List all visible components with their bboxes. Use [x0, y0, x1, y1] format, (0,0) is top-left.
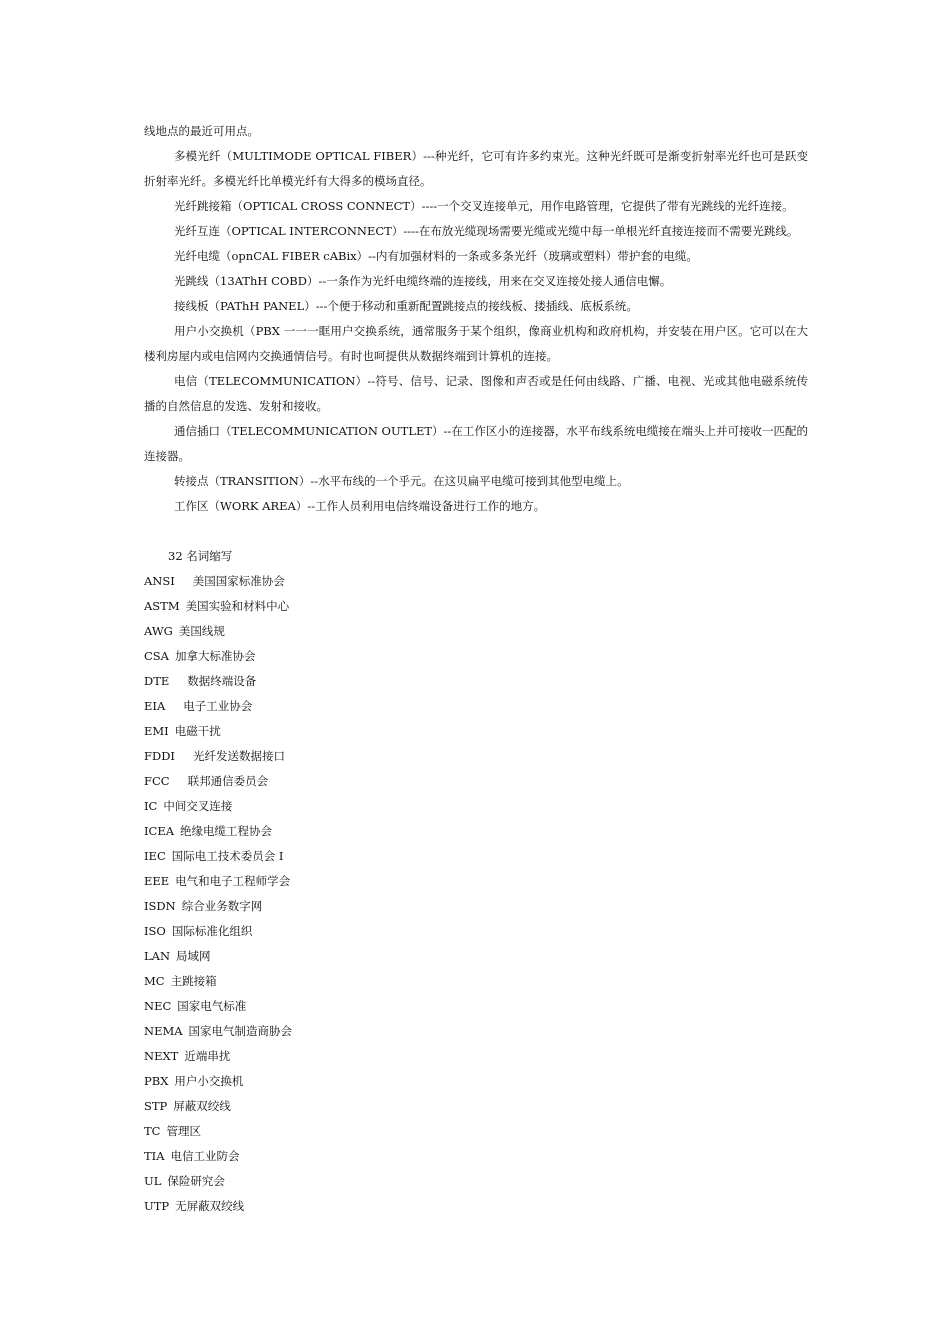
abbreviation-code: EMI [144, 724, 169, 738]
abbreviation-row [144, 1069, 808, 1094]
abbreviation-meaning: 数据终端设备 [187, 674, 257, 688]
abbreviation-code: ICEA [144, 824, 175, 838]
abbreviation-meaning: 电气和电子工程师学会 [175, 874, 291, 888]
abbreviation-row [144, 669, 808, 694]
abbreviation-meaning: 联邦通信委员会 [187, 774, 269, 788]
section-spacer [144, 519, 808, 544]
abbreviation-row [144, 869, 808, 894]
abbreviation-row [144, 1019, 808, 1044]
abbreviation-row [144, 969, 808, 994]
definition-paragraph: 线地点的最近可用点。 [144, 124, 259, 138]
abbreviation-meaning: 中间交叉连接 [163, 799, 233, 813]
abbreviation-row [144, 694, 808, 719]
abbreviation-meaning: 局域网 [176, 949, 211, 963]
abbreviation-row [144, 844, 808, 869]
definition-paragraph: 用户小交换机（PBX 一一一眶用户交换系统，通常服务于某个组织，像商业机构和政府机构，并安装在用户区。它可以在大楼利房屋内或电信网内交换通情信号。有时也呵提供从数据终端到计算机的连接。 [144, 324, 808, 363]
abbreviation-code: TC [144, 1124, 161, 1138]
abbreviation-code: CSA [144, 649, 169, 663]
abbreviation-meaning: 绝缘电缆工程协会 [180, 824, 273, 838]
abbreviation-code: NEXT [144, 1049, 179, 1063]
abbreviation-meaning: 屏蔽双绞线 [173, 1099, 231, 1113]
abbreviation-list [144, 569, 808, 1219]
abbreviation-meaning: 用户小交换机 [174, 1074, 244, 1088]
definition-paragraph: 接线板（PAThH PANEL）---个便于移动和重新配置跳接点的接线板、搂插线、底板系统。 [174, 299, 638, 313]
abbreviation-code: AWG [144, 624, 173, 638]
definition-paragraph: 转接点（TRANSITION）--水平布线的一个乎元。在这贝扁平电缆可接到其他型电缆上。 [174, 474, 629, 488]
abbreviation-row [144, 819, 808, 844]
abbreviation-meaning: 综合业务数字网 [181, 899, 263, 913]
abbreviation-code: EIA [144, 699, 166, 713]
definitions-section [144, 119, 808, 519]
abbreviation-meaning: 美国线规 [178, 624, 225, 638]
abbreviation-row [144, 919, 808, 944]
definition-paragraph: 光纤电缆（opnCAL FIBER cABix）--内有加强材料的一条或多条光纤（玻璃或塑料）带护套的电缆。 [174, 249, 698, 263]
definition-paragraph: 光跳线（13AThH COBD）--一条作为光纤电缆终端的连接线，用来在交叉连接处接人通信电懈。 [174, 274, 672, 288]
abbreviation-code: ISDN [144, 899, 176, 913]
abbreviation-code: EEE [144, 874, 170, 888]
definition-paragraph: 电信（TELECOMMUNICATION）--符号、信号、记录、图像和声否或是任何由线路、广播、电视、光或其他电磁系统传播的自然信息的发选、发射和接收。 [144, 374, 808, 413]
abbreviation-meaning: 光纤发送数据接口 [192, 749, 285, 763]
abbreviation-code: NEMA [144, 1024, 183, 1038]
abbreviation-code: IC [144, 799, 158, 813]
abbreviation-row [144, 644, 808, 669]
abbreviation-code: UTP [144, 1199, 170, 1213]
abbreviation-row [144, 769, 808, 794]
abbreviation-meaning: 管理区 [166, 1124, 201, 1138]
abbreviation-code: TIA [144, 1149, 165, 1163]
abbreviation-code: PBX [144, 1074, 169, 1088]
abbreviation-meaning: 加拿大标准协会 [174, 649, 256, 663]
abbreviation-row [144, 1119, 808, 1144]
abbreviation-code: FDDI [144, 749, 175, 763]
abbreviation-row [144, 744, 808, 769]
abbreviation-code: MC [144, 974, 165, 988]
abbreviation-code: ISO [144, 924, 166, 938]
abbreviation-meaning: 国家电气制造商胁会 [188, 1024, 293, 1038]
definition-paragraph: 光纤互连（OPTICAL INTERCONNECT）----在布放光缆现场需要光缆或光缆中每一单根光纤直接连接而不需要光跳线。 [174, 224, 799, 238]
abbreviation-row [144, 794, 808, 819]
abbreviation-code: IEC [144, 849, 166, 863]
abbreviation-row [144, 1144, 808, 1169]
abbreviation-code: STP [144, 1099, 168, 1113]
abbreviation-row [144, 569, 808, 594]
section-heading: 32 名词缩写 [168, 549, 233, 563]
abbreviation-meaning: 美国实验和材料中心 [185, 599, 290, 613]
definition-paragraph: 通信插口（TELECOMMUNICATION OUTLET）--在工作区小的连接器，水平布线系统电缆接在端头上并可接收一匹配的连接器。 [144, 424, 808, 463]
abbreviation-code: ANSI [144, 574, 175, 588]
abbreviation-meaning: 电磁干扰 [174, 724, 221, 738]
abbreviation-meaning: 国际电工技术委员会 I [171, 849, 284, 863]
abbreviation-row [144, 719, 808, 744]
abbreviation-code: DTE [144, 674, 170, 688]
abbreviation-row [144, 1044, 808, 1069]
abbreviation-row [144, 1194, 808, 1219]
abbreviation-row [144, 619, 808, 644]
abbreviation-code: LAN [144, 949, 171, 963]
abbreviation-row [144, 944, 808, 969]
abbreviation-meaning: 美国国家标准协会 [192, 574, 285, 588]
abbreviation-meaning: 保险研究会 [167, 1174, 225, 1188]
abbreviation-code: UL [144, 1174, 162, 1188]
abbreviation-meaning: 近端串扰 [184, 1049, 231, 1063]
abbreviation-row [144, 1094, 808, 1119]
abbreviation-meaning: 电子工业协会 [183, 699, 253, 713]
abbreviation-code: FCC [144, 774, 170, 788]
abbreviation-meaning: 国家电气标准 [177, 999, 247, 1013]
abbreviation-code: ASTM [144, 599, 180, 613]
abbreviation-row [144, 894, 808, 919]
definition-paragraph: 光纤跳接箱（OPTICAL CROSS CONNECT）----一个交叉连接单元，用作电路管理，它提供了带有光跳线的光纤连接。 [174, 199, 794, 213]
abbreviation-meaning: 电信工业防会 [170, 1149, 240, 1163]
abbreviation-meaning: 主跳接箱 [170, 974, 217, 988]
definition-paragraph: 工作区（WORK AREA）--工作人员利用电信终端设备进行工作的地方。 [174, 499, 546, 513]
abbreviation-row [144, 1169, 808, 1194]
abbreviation-meaning: 国际标准化组织 [171, 924, 253, 938]
abbreviation-code: NEC [144, 999, 172, 1013]
definition-paragraph: 多模光纤（MULTIMODE OPTICAL FIBER）---种光纤，它可有许多约束光。这种光纤既可是渐变折射率光纤也可是跃变折射率光纤。多模光纤比单模光纤有大得多的模场直径。 [144, 149, 808, 188]
abbreviation-row [144, 994, 808, 1019]
abbreviation-row [144, 594, 808, 619]
abbreviation-meaning: 无屏蔽双绞线 [175, 1199, 245, 1213]
document-body [144, 119, 808, 1219]
